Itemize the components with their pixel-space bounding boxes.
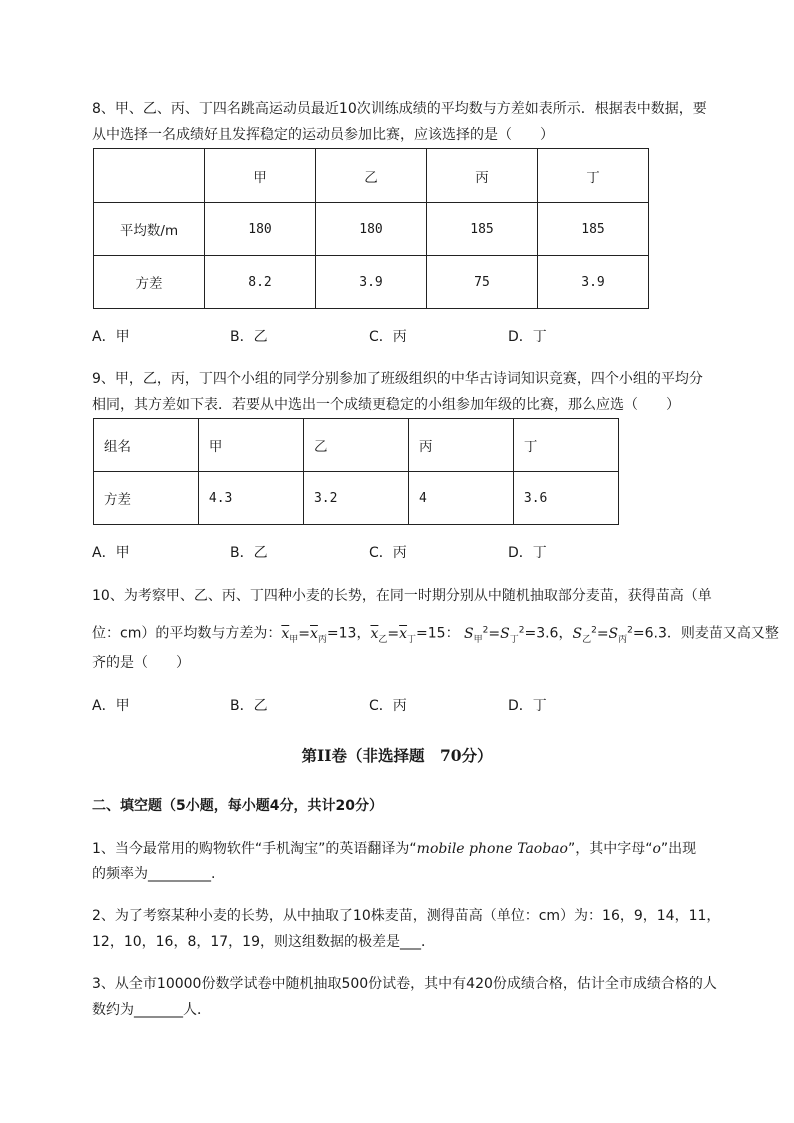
q9-line-2: 相同，其方差如下表．若要从中选出一个成绩更稳定的小组参加年级的比赛，那么应选（ ） xyxy=(92,397,680,413)
f2-line-1: 2、为了考察某种小麦的长势，从中抽取了10株麦苗，测得苗高（单位：cm）为：16，9，14，11， xyxy=(92,908,721,924)
q10-option-b[interactable]: B．乙 xyxy=(230,698,268,714)
q9-line-1: 9、甲，乙，丙，丁四个小组的同学分别参加了班级组织的中华古诗词知识竞赛，四个小组的平均分 xyxy=(92,371,703,387)
section-title: 第II卷（非选择题 70分） xyxy=(301,746,493,765)
q8-header-ding: 丁 xyxy=(538,149,649,203)
f2-line-2: 12，10，16，8，17，19，则这组数据的极差是___． xyxy=(92,934,435,950)
f1-text-b: ”，其中字母“ xyxy=(567,841,653,857)
q9-cell: 4.3 xyxy=(198,472,303,525)
mean-yi-ding-formula: $\overline{x}_乙=\overline{x}_丁$ xyxy=(370,625,417,645)
q8-row-label: 平均数/m xyxy=(94,203,205,256)
q8-row-variance xyxy=(94,256,649,309)
q9-cell: 丙 xyxy=(409,419,514,472)
q8-table-header-row xyxy=(94,149,649,203)
q9-row-variance xyxy=(94,472,619,525)
q8-options xyxy=(92,327,652,347)
q8-cell: 8.2 xyxy=(205,256,316,309)
q10-line-2-text: 位：cm）的平均数与方差为： xyxy=(92,625,282,642)
q9-option-d[interactable]: D．丁 xyxy=(508,545,547,561)
q8-cell: 185 xyxy=(538,203,649,256)
q8-option-b[interactable]: B．乙 xyxy=(230,329,268,345)
q8-header-bing: 丙 xyxy=(427,149,538,203)
q9-row-group xyxy=(94,419,619,472)
q10-line-2 xyxy=(92,620,779,649)
q8-cell: 3.9 xyxy=(316,256,427,309)
q10-eq-4: =6.3．则麦苗又高又整 xyxy=(632,625,779,642)
q10-option-a[interactable]: A．甲 xyxy=(92,698,130,714)
q9-options xyxy=(92,543,652,563)
q9-table xyxy=(93,418,619,525)
variance-yi-bing-formula: $S_乙^2=S_丙^2$ xyxy=(572,625,633,645)
q8-option-a[interactable]: A．甲 xyxy=(92,329,130,345)
q9-cell: 方差 xyxy=(94,472,199,525)
q8-line-1: 8、甲、乙、丙、丁四名跳高运动员最近10次训练成绩的平均数与方差如表所示．根据表中数据，要 xyxy=(92,101,707,117)
q8-option-c[interactable]: C．丙 xyxy=(369,329,407,345)
f1-text-c: ”出现 xyxy=(660,841,697,857)
q8-cell: 3.9 xyxy=(538,256,649,309)
q10-eq-3: =3.6， xyxy=(524,625,573,642)
f1-line-1 xyxy=(92,839,696,859)
q8-table xyxy=(93,148,649,309)
q9-option-b[interactable]: B．乙 xyxy=(230,545,268,561)
q9-cell: 组名 xyxy=(94,419,199,472)
q9-cell: 3.6 xyxy=(513,472,618,525)
q9-option-a[interactable]: A．甲 xyxy=(92,545,130,561)
q10-line-1: 10、为考察甲、乙、丙、丁四种小麦的长势，在同一时期分别从中随机抽取部分麦苗，获得苗高（单 xyxy=(92,588,712,604)
q10-options xyxy=(92,696,652,716)
variance-jia-ding-formula: $S_甲^2=S_丁^2$ xyxy=(464,625,525,645)
q9-cell: 3.2 xyxy=(303,472,408,525)
q9-cell: 4 xyxy=(409,472,514,525)
q10-option-d[interactable]: D．丁 xyxy=(508,698,547,714)
q8-cell: 75 xyxy=(427,256,538,309)
f1-line-2: 的频率为_________. xyxy=(92,866,216,882)
q8-header-yi: 乙 xyxy=(316,149,427,203)
mean-jia-bing-formula: $\overline{x}_甲=\overline{x}_丙$ xyxy=(281,625,327,645)
q10-option-c[interactable]: C．丙 xyxy=(369,698,407,714)
q9-cell: 甲 xyxy=(198,419,303,472)
q8-header-empty xyxy=(94,149,205,203)
q8-cell: 180 xyxy=(205,203,316,256)
q8-option-d[interactable]: D．丁 xyxy=(508,329,547,345)
f1-letter: o xyxy=(652,841,661,857)
q9-option-c[interactable]: C．丙 xyxy=(369,545,407,561)
q10-line-3: 齐的是（ ） xyxy=(92,655,190,671)
q8-cell: 180 xyxy=(316,203,427,256)
f3-line-2: 数约为_______人． xyxy=(92,1002,211,1018)
f1-italic-phrase: mobile phone Taobao xyxy=(416,841,568,857)
q9-cell: 乙 xyxy=(303,419,408,472)
q8-row-label: 方差 xyxy=(94,256,205,309)
q8-line-2: 从中选择一名成绩好且发挥稳定的运动员参加比赛，应该选择的是（ ） xyxy=(92,127,554,143)
q8-row-mean xyxy=(94,203,649,256)
q10-eq-1: =13， xyxy=(326,625,371,642)
section-subtitle: 二、填空题（5小题，每小题4分，共计20分） xyxy=(92,798,383,814)
f1-text-a: 1、当今最常用的购物软件“手机淘宝”的英语翻译为“ xyxy=(92,841,417,857)
f3-line-1: 3、从全市10000份数学试卷中随机抽取500份试卷，其中有420份成绩合格，估计全市成绩合格的人 xyxy=(92,976,717,992)
q8-cell: 185 xyxy=(427,203,538,256)
q10-eq-2: =15： xyxy=(416,625,460,642)
q9-cell: 丁 xyxy=(513,419,618,472)
q8-header-jia: 甲 xyxy=(205,149,316,203)
